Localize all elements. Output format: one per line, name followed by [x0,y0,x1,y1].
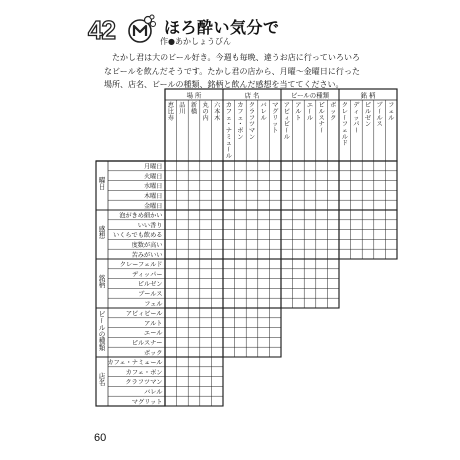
column-item-label [237,102,243,141]
grid-block [165,161,223,210]
svg-text:ン: ン [237,133,244,141]
row-group-label [99,274,106,290]
row-item-label: 金曜日 [143,202,163,210]
svg-text:ル: ル [98,323,106,332]
svg-text:日: 日 [98,183,106,192]
svg-text:木: 木 [214,114,221,122]
svg-text:品: 品 [179,102,186,110]
svg-text:フ: フ [388,102,395,110]
svg-text:ス: ス [318,114,325,122]
grid-block [223,161,281,210]
row-item-label: カフェ・ナミュール [107,359,163,367]
svg-text:ラ: ラ [248,108,256,116]
svg-text:ェ: ェ [388,108,395,116]
svg-text:ン: ン [248,133,256,141]
svg-text:ー: ー [340,114,348,121]
page-number: 60 [94,432,107,444]
svg-text:ュ: ュ [225,140,232,148]
svg-text:フ: フ [341,121,348,129]
svg-text:バ: バ [260,102,267,110]
column-group-label: ビールの種類 [291,91,329,100]
svg-text:ル: ル [306,114,314,122]
grid-block [339,161,397,210]
grid-block [281,161,339,210]
column-item-label [179,101,185,115]
svg-text:フ: フ [248,114,256,122]
row-item-label: ピルゼン [137,281,163,289]
grid-block [281,210,339,259]
svg-text:ル: ル [376,114,383,122]
svg-text:丸: 丸 [202,102,209,110]
svg-text:ル: ル [283,133,290,141]
svg-text:ミ: ミ [225,133,232,141]
column-item-label [191,101,197,115]
svg-text:フ: フ [237,108,244,116]
svg-text:・: ・ [225,121,232,129]
row-item-label: エール [144,330,163,338]
svg-text:感: 感 [98,225,106,234]
svg-text:ア: ア [295,102,302,110]
grid-block [339,210,397,259]
column-item-label [214,101,221,122]
svg-text:ッ: ッ [330,108,337,116]
svg-text:六: 六 [214,102,221,110]
svg-text:パ: パ [353,121,360,129]
beer-mug-logo-icon [126,14,158,46]
grid-block [281,259,339,308]
row-item-label: 木曜日 [143,193,163,200]
column-item-label [330,102,336,122]
grid-block [165,308,223,357]
row-item-label: 苦みがいい [131,251,163,259]
svg-text:ッ: ッ [272,121,279,129]
grid-block [165,357,223,406]
row-item-label: ボック [143,349,163,357]
svg-text:ル: ル [388,114,395,122]
svg-text:ビ: ビ [98,310,106,319]
svg-text:ビ: ビ [283,108,290,116]
svg-text:レ: レ [341,108,348,116]
column-item-label [317,102,325,133]
row-item-label: アビィビール [125,310,163,318]
svg-text:内: 内 [202,114,209,122]
svg-text:ビ: ビ [283,121,290,129]
svg-text:ス: ス [376,121,383,129]
svg-text:エ: エ [306,102,314,110]
column-item-label [282,102,290,141]
svg-text:ア: ア [283,102,290,110]
svg-text:ン: ン [364,121,372,129]
svg-text:ッ: ッ [353,114,360,122]
svg-text:の: の [202,108,209,116]
grid-block [165,259,223,308]
svg-text:ナ: ナ [318,121,325,129]
svg-text:ド: ド [341,140,348,148]
row-item-label: ピルスナー [131,340,163,347]
column-item-label [306,102,314,122]
svg-text:レ: レ [260,108,267,116]
svg-text:ブ: ブ [376,102,383,110]
svg-text:ゼ: ゼ [364,114,372,122]
row-item-label: アルト [144,320,163,328]
svg-text:寿: 寿 [167,114,174,122]
svg-text:橋: 橋 [190,108,198,116]
svg-text:種: 種 [98,337,106,346]
svg-text:想: 想 [98,232,106,241]
column-item-label [168,101,175,122]
svg-text:比: 比 [167,108,174,116]
svg-text:ル: ル [225,152,232,160]
row-item-label: いくらでも飲める [113,232,163,240]
svg-text:ル: ル [318,108,325,116]
svg-text:ー: ー [224,146,232,153]
svg-text:ー: ー [305,108,313,115]
row-item-label: フェル [144,300,163,308]
row-item-label: 度数が高い [131,242,163,249]
svg-text:本: 本 [214,108,221,116]
svg-text:ィ: ィ [353,108,360,116]
column-group-label: 銘 柄 [360,91,376,100]
row-item-label: マグリット [131,398,163,406]
row-item-label: 泡がきめ細かい [119,212,163,220]
row-item-label: バレル [144,389,163,396]
svg-text:ェ: ェ [341,127,348,135]
grid-block [223,308,281,357]
svg-text:ボ: ボ [237,127,244,135]
svg-text:曜: 曜 [98,176,106,185]
column-item-label [249,102,255,141]
svg-text:ル: ル [364,108,372,116]
row-item-label: 水曜日 [143,183,163,191]
row-item-label: ディッパー [132,271,163,279]
row-group-label [99,225,106,241]
column-item-label [261,102,268,122]
row-item-label: カフェ・ボン [125,369,163,377]
svg-text:ク: ク [341,102,348,110]
svg-text:ー: ー [97,317,106,324]
column-group-label: 店 名 [244,91,260,100]
column-item-label [352,102,360,133]
svg-text:フ: フ [225,108,232,116]
row-group-label [97,310,105,352]
svg-text:ク: ク [330,114,337,122]
column-item-label [224,102,232,160]
row-item-label: 火曜日 [143,173,163,181]
svg-text:ル: ル [295,108,302,116]
row-item-label: 月曜日 [143,163,163,171]
svg-text:ー: ー [352,127,360,134]
svg-text:・: ・ [237,121,244,129]
column-item-label [295,102,302,122]
puzzle-number: 42 [88,15,115,45]
svg-text:新: 新 [190,102,198,110]
svg-text:ー: ー [375,108,383,115]
svg-text:ー: ー [317,127,325,134]
svg-text:恵: 恵 [167,102,174,110]
column-item-label [388,102,395,122]
svg-text:リ: リ [272,114,279,122]
column-item-label [203,101,209,122]
svg-text:店: 店 [98,372,106,381]
svg-text:名: 名 [98,379,106,388]
grid-block [223,259,281,308]
svg-text:デ: デ [353,102,360,110]
puzzle-author: 作●あかしょうびん [160,37,231,46]
svg-text:ェ: ェ [237,114,244,122]
column-item-label [365,102,372,128]
svg-text:カ: カ [225,102,232,110]
svg-text:ト: ト [295,114,302,122]
svg-text:ル: ル [341,133,348,141]
row-item-label: ブールス [138,291,163,298]
svg-text:ル: ル [260,114,267,122]
svg-text:類: 類 [98,343,106,352]
puzzle-intro-text: たかし君は大のビール好き。今週も毎晩、違うお店に行っていろいろなビールを飲んだそうです。たかし君の店から、月曜～金曜日に行った場所、店名、ビールの種類、銘柄と飲んだ感想を当ててください。 [104,53,360,89]
svg-text:カ: カ [237,102,244,110]
svg-text:ク: ク [248,102,256,110]
column-group-label: 場 所 [186,91,202,100]
svg-text:ツ: ツ [248,121,256,129]
svg-text:銘: 銘 [98,274,106,283]
column-item-label [272,102,279,134]
svg-text:ボ: ボ [330,102,337,110]
row-group-label [99,176,106,192]
svg-text:マ: マ [248,127,256,135]
row-item-label: クレーフェルド [119,261,163,269]
row-item-label: クラフツマン [125,379,163,387]
svg-text:ィ: ィ [283,114,290,122]
grid-block [165,210,223,259]
column-item-label [340,102,348,147]
svg-text:グ: グ [272,108,279,116]
svg-text:ナ: ナ [225,127,232,135]
svg-text:ピ: ピ [364,102,372,110]
svg-text:マ: マ [272,102,279,110]
svg-text:ト: ト [272,127,279,135]
svg-text:ェ: ェ [225,114,232,122]
svg-text:川: 川 [179,108,186,116]
svg-text:柄: 柄 [98,281,106,290]
puzzle-title: ほろ酔い気分で [164,18,280,37]
row-item-label: いい香り [137,222,163,230]
grid-block [223,210,281,259]
svg-text:ピ: ピ [318,102,325,110]
svg-text:ー: ー [282,127,290,134]
row-group-label [99,372,106,388]
svg-text:の: の [98,330,106,339]
column-item-label [375,101,383,128]
